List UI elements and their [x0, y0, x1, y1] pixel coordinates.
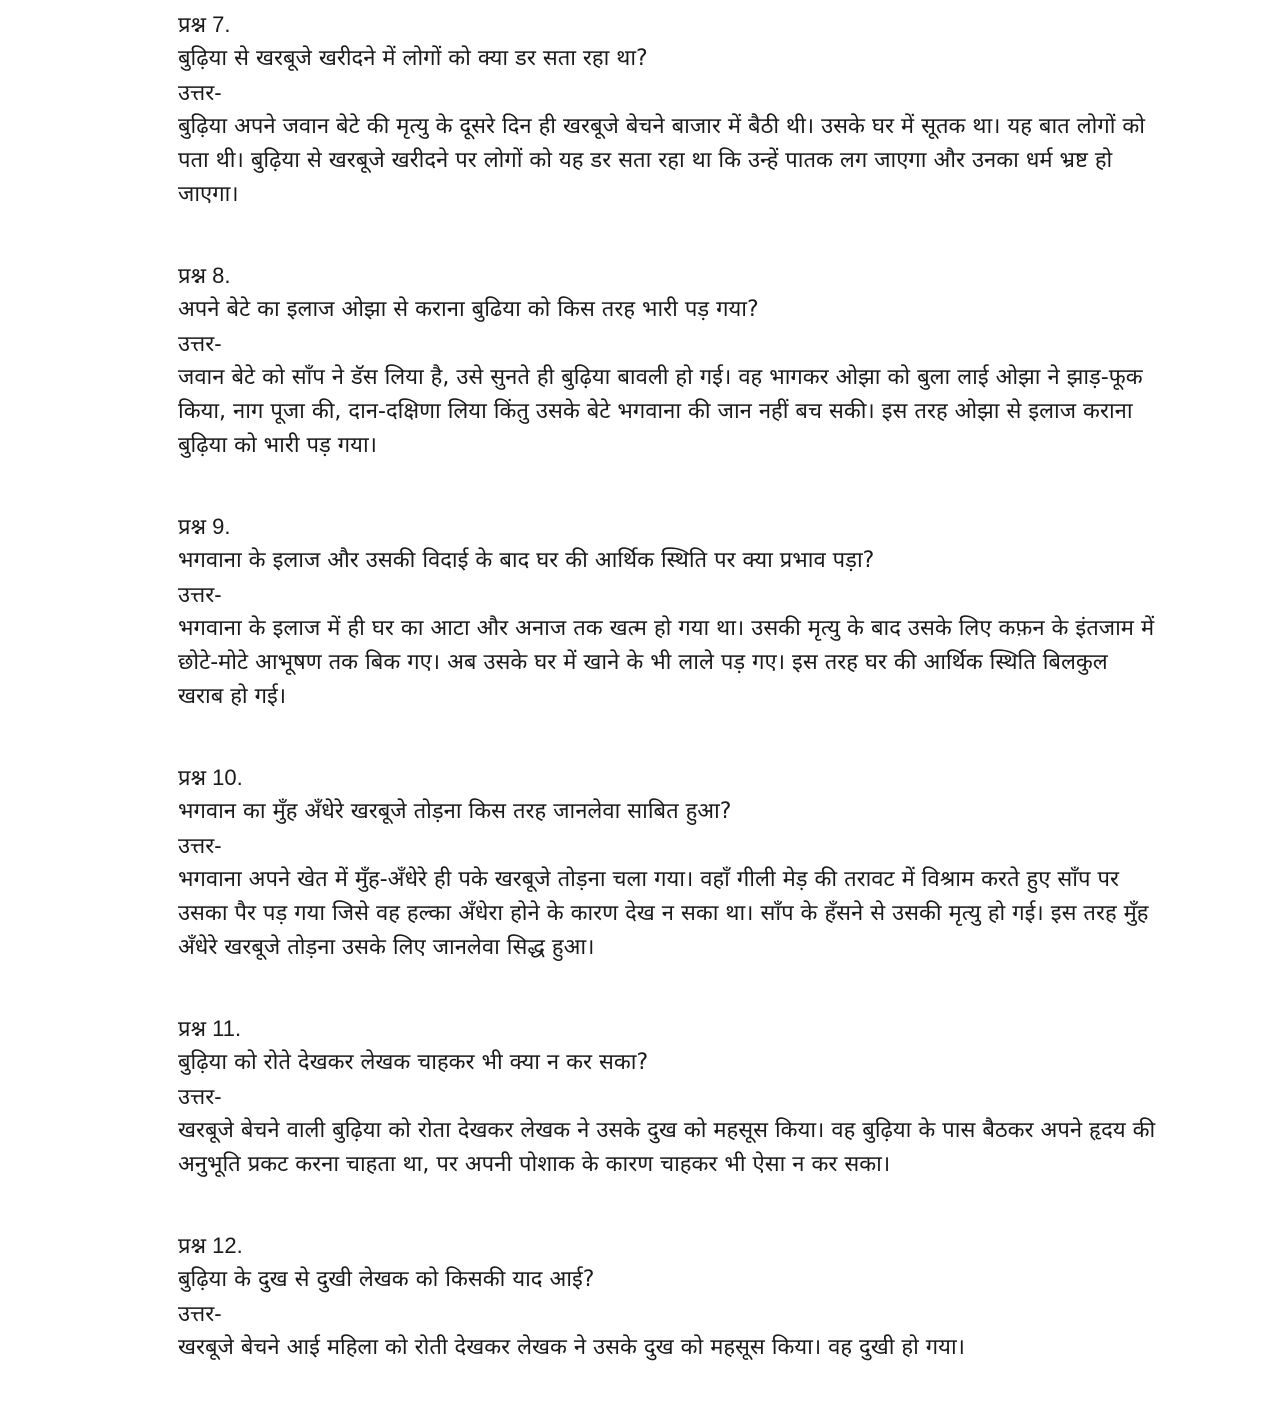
qa-block-8	[178, 259, 1158, 463]
question-text: बुढ़िया से खरबूजे खरीदने में लोगों को क्या डर सता रहा था?	[178, 46, 648, 71]
answer-text: खरबूजे बेचने वाली बुढ़िया को रोता देखकर लेखक ने उसके दुख को महसूस किया। वह बुढ़िया के पास बैठकर अपने हृदय की अनुभूति प्रकट करना चाहता था, पर अपनी पोशाक के कारण चाहकर भी ऐसा न कर सका।	[178, 1118, 1156, 1177]
question-number: प्रश्न 11.	[178, 1016, 242, 1041]
question-text: भगवाना के इलाज और उसकी विदाई के बाद घर की आर्थिक स्थिति पर क्या प्रभाव पड़ा?	[178, 548, 875, 573]
qa-block-7	[178, 8, 1158, 212]
qa-block-10	[178, 761, 1158, 965]
answer-text: जवान बेटे को साँप ने डॅस लिया है, उसे सुनते ही बुढ़िया बावली हो गई। वह भागकर ओझा को बुला लाई ओझा ने झाड़-फूक किया, नाग पूजा की, दान-दक्षिणा लिया किंतु उसके बेटे भगवाना की जान नहीं बच सकी। इस तरह ओझा से इलाज कराना बुढ़िया को भारी पड़ गया।	[178, 365, 1143, 458]
answer-text: बुढ़िया अपने जवान बेटे की मृत्यु के दूसरे दिन ही खरबूजे बेचने बाजार में बैठी थी। उसके घर में सूतक था। यह बात लोगों को पता थी। बुढ़िया से खरबूजे खरीदने पर लोगों को यह डर सता रहा था कि उन्हें पातक लग जाएगा और उनका धर्म भ्रष्ट हो जाएगा।	[178, 114, 1145, 207]
qa-block-11	[178, 1012, 1158, 1182]
qa-block-9	[178, 510, 1158, 714]
answer-label: उत्तर-	[178, 582, 222, 607]
qa-block-12	[178, 1229, 1158, 1365]
answer-text: खरबूजे बेचने आई महिला को रोती देखकर लेखक ने उसके दुख को महसूस किया। वह दुखी हो गया।	[178, 1335, 965, 1360]
answer-label: उत्तर-	[178, 331, 222, 356]
question-text: भगवान का मुँह अँधेरे खरबूजे तोड़ना किस तरह जानलेवा साबित हुआ?	[178, 799, 732, 824]
answer-label: उत्तर-	[178, 833, 222, 858]
question-number: प्रश्न 12.	[178, 1233, 243, 1258]
question-text: बुढ़िया को रोते देखकर लेखक चाहकर भी क्या न कर सका?	[178, 1050, 649, 1075]
question-number: प्रश्न 9.	[178, 514, 231, 539]
answer-label: उत्तर-	[178, 1084, 222, 1109]
answer-text: भगवाना के इलाज में ही घर का आटा और अनाज तक खत्म हो गया था। उसकी मृत्यु के बाद उसके लिए कफ़न के इंतजाम में छोटे-मोटे आभूषण तक बिक गए। अब उसके घर में खाने के भी लाले पड़ गए। इस तरह घर की आर्थिक स्थिति बिलकुल खराब हो गई।	[178, 616, 1155, 709]
document-body	[178, 8, 1158, 1412]
answer-text: भगवाना अपने खेत में मुँह-अँधेरे ही पके खरबूजे तोड़ना चला गया। वहाँ गीली मेड़ की तरावट में विश्राम करते हुए साँप पर उसका पैर पड़ गया जिसे वह हल्का अँधेरा होने के कारण देख न सका था। साँप के हँसने से उसकी मृत्यु हो गई। इस तरह मुँह अँधेरे खरबूजे तोड़ना उसके लिए जानलेवा सिद्ध हुआ।	[178, 867, 1149, 960]
question-number: प्रश्न 10.	[178, 765, 243, 790]
question-text: बुढ़िया के दुख से दुखी लेखक को किसकी याद आई?	[178, 1267, 595, 1292]
question-number: प्रश्न 8.	[178, 263, 231, 288]
question-text: अपने बेटे का इलाज ओझा से कराना बुढिया को किस तरह भारी पड़ गया?	[178, 297, 759, 322]
answer-label: उत्तर-	[178, 1301, 222, 1326]
question-number: प्रश्न 7.	[178, 12, 231, 37]
answer-label: उत्तर-	[178, 80, 222, 105]
